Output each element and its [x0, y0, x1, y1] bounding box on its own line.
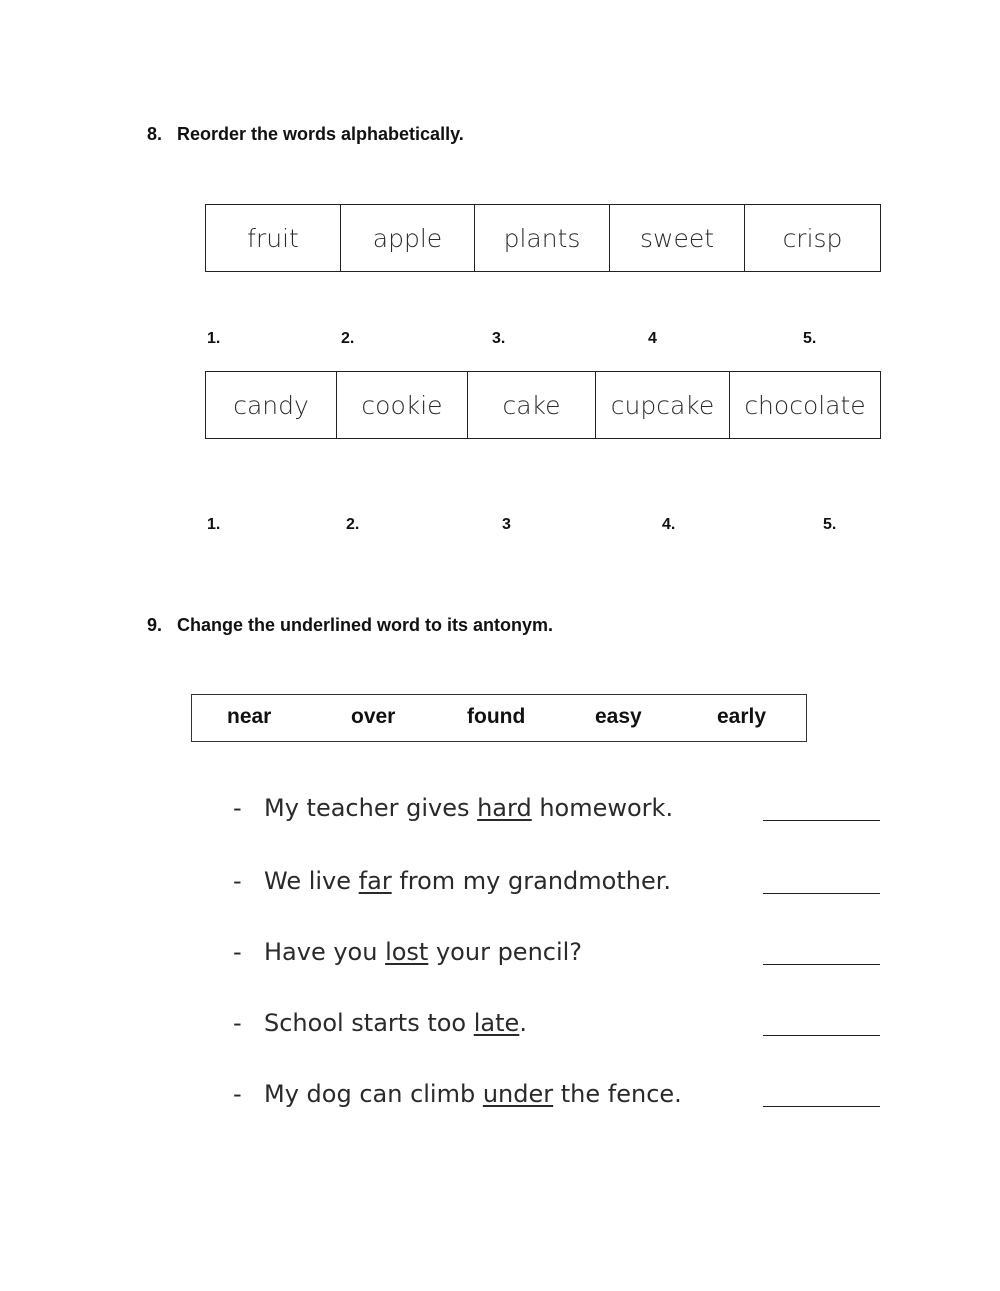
question-8-number: 8. [147, 124, 163, 144]
answer-blank-line[interactable] [763, 820, 880, 821]
answer-label: 1. [207, 516, 221, 533]
answer-blank-line[interactable] [763, 1035, 880, 1036]
antonym-sentence [233, 938, 582, 966]
word-cell: sweet [610, 205, 745, 272]
underlined-word: under [482, 1080, 554, 1108]
word-cell: chocolate [730, 372, 881, 439]
word-bank-item: easy [595, 705, 642, 728]
word-set-1-table [205, 204, 881, 272]
question-9-heading [147, 615, 553, 636]
answer-label: 4 [648, 330, 657, 347]
sentence-text-before: Have you [264, 938, 386, 966]
word-cell: crisp [745, 205, 881, 272]
sentence-text-before: We live [264, 867, 359, 895]
word-cell: plants [475, 205, 610, 272]
sentence-text-after: your pencil? [428, 938, 583, 966]
sentence-text-after: . [519, 1009, 527, 1037]
word-bank-box [191, 694, 807, 742]
answer-label: 4. [662, 516, 676, 533]
question-8-text: Reorder the words alphabetically. [177, 124, 464, 144]
answer-label: 3. [492, 330, 506, 347]
question-8-heading [147, 124, 464, 145]
sentence-text-before: My dog can climb [264, 1080, 483, 1108]
question-9-number: 9. [147, 615, 163, 635]
sentence-text-after: the fence. [553, 1080, 682, 1108]
underlined-word: lost [385, 938, 429, 966]
word-bank-item: early [717, 705, 767, 728]
word-cell: cake [468, 372, 596, 439]
word-bank-item: found [467, 705, 526, 728]
answer-label: 2. [346, 516, 360, 533]
answer-label: 1. [207, 330, 221, 347]
antonym-sentence [233, 1009, 527, 1037]
sentence-text-after: homework. [531, 794, 674, 822]
sentence-text-after: from my grandmother. [391, 867, 672, 895]
underlined-word: hard [477, 794, 532, 822]
word-cell: candy [206, 372, 337, 439]
word-set-2-table [205, 371, 881, 439]
bullet-dash: - [233, 1009, 242, 1037]
antonym-sentence [233, 867, 671, 895]
word-cell: fruit [206, 205, 341, 272]
answer-blank-line[interactable] [763, 1106, 880, 1107]
answer-label: 2. [341, 330, 355, 347]
answer-blank-line[interactable] [763, 893, 880, 894]
word-cell: cookie [337, 372, 468, 439]
antonym-sentence [233, 1080, 682, 1108]
antonym-sentence [233, 794, 673, 822]
sentence-text-before: My teacher gives [264, 794, 478, 822]
word-bank-item: over [351, 705, 396, 728]
bullet-dash: - [233, 1080, 242, 1108]
bullet-dash: - [233, 867, 242, 895]
bullet-dash: - [233, 938, 242, 966]
answer-label: 5. [823, 516, 837, 533]
word-bank-item: near [227, 705, 272, 728]
word-cell: apple [341, 205, 475, 272]
question-9-text: Change the underlined word to its antonym. [177, 615, 554, 635]
answer-label: 3 [502, 516, 511, 533]
underlined-word: late [473, 1009, 520, 1037]
answer-blank-line[interactable] [763, 964, 880, 965]
bullet-dash: - [233, 794, 242, 822]
word-cell: cupcake [596, 372, 730, 439]
answer-label: 5. [803, 330, 817, 347]
underlined-word: far [358, 867, 392, 895]
sentence-text-before: School starts too [264, 1009, 474, 1037]
